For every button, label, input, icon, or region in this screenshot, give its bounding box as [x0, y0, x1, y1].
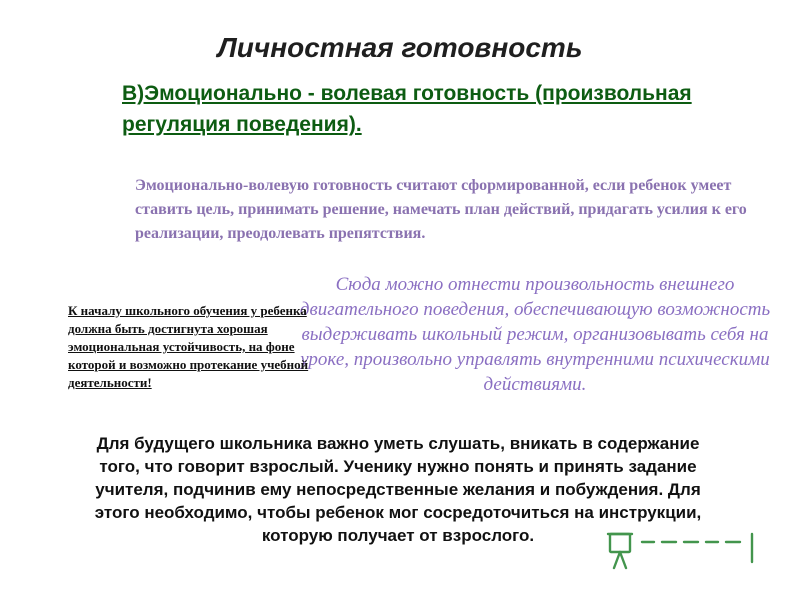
paragraph-voluntary-behavior: Сюда можно отнести произвольность внешнего двигательного поведения, обеспечивающую возможность выдерживать школьный режим, организовывать себя на уроке, произвольно управлять внутренними психическими действиями.	[299, 274, 771, 395]
note-emotional-stability: К началу школьного обучения у ребенка должна быть достигнута хорошая эмоциональная устойчивость, на фоне которой и возможно протекание учебной деятельности!	[68, 303, 309, 390]
slide-title: Личностная готовность	[217, 32, 583, 63]
section-subtitle: В)Эмоционально - волевая готовность (произвольная регуляция поведения).	[122, 82, 692, 136]
paragraph-emotional-readiness: Эмоционально-волевую готовность считают сформированной, если ребенок умеет ставить цель, принимать решение, намечать план действий, придагать усилия к его реализации, преодолевать препятствия.	[135, 177, 747, 242]
paragraph-listening-skills: Для будущего школьника важно уметь слушать, вникать в содержание того, что говорит взрослый. Ученику нужно понять и принять задание учителя, подчинив ему непосредственные желания и побуждения. Для этого необходимо, чтобы ребенок мог сосредоточиться на инструкции, которую получает от взрослого.	[94, 434, 702, 545]
presentation-logo-icon	[606, 528, 760, 580]
